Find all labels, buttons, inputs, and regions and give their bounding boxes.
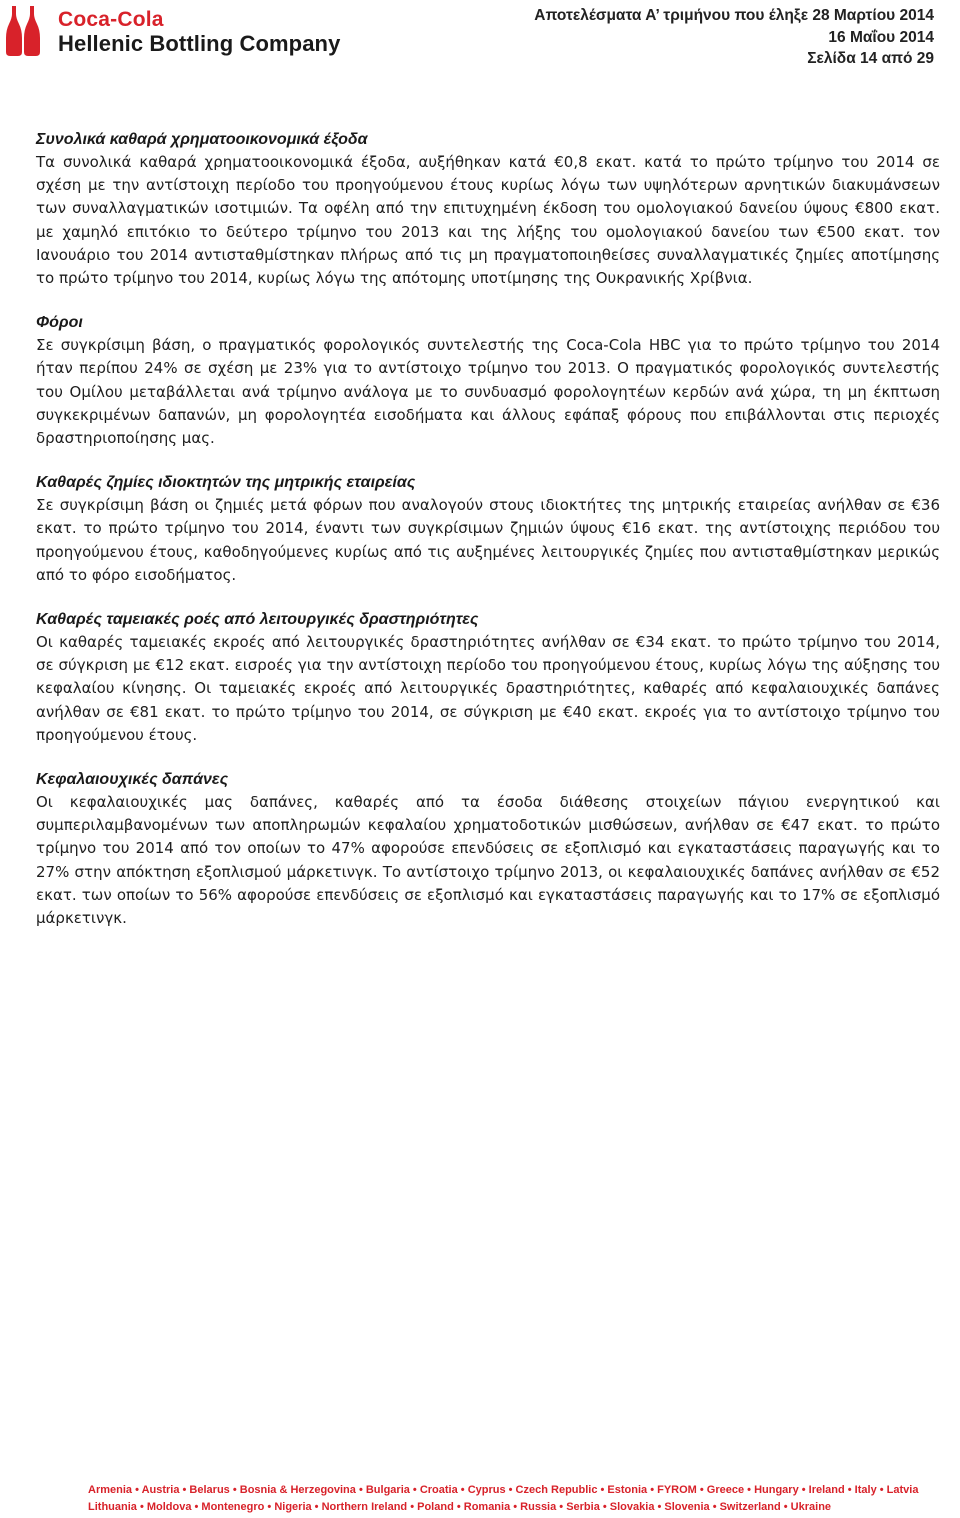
brand-name-line2: Hellenic Bottling Company [58,31,341,56]
section-title: Φόροι [36,314,83,332]
brand-name-line1: Coca-Cola [58,8,164,31]
section-title: Καθαρές ζημίες ιδιοκτητών της μητρικής εταιρείας [36,474,416,492]
section-paragraph: Οι καθαρές ταμειακές εκροές από λειτουργικές δραστηριότητες ανήλθαν σε €34 εκατ. το πρώτο τρίμηνο του 2014, σε σύγκριση με €12 εκατ. εισροές για την αντίστοιχη περίοδο του προηγούμενου έτους, κυρίως λόγω της αύξησης του κεφαλαίου κίνησης. Οι ταμειακές εκροές από λειτουργικές δραστηριότητες, καθαρές από κεφαλαιουχικές δαπάνες ανήλθαν σε €81 εκατ. το πρώτο τρίμηνο του 2014, σε σύγκριση με €40 εκατ. εκροές για το αντίστοιχο τρίμηνο του προηγούμενου έτους. [36,633,940,744]
page-footer [88,1482,960,1516]
section-operating-cash-flow [36,608,940,747]
section-title: Καθαρές ταμειακές ροές από λειτουργικές δραστηριότητες [36,611,479,629]
section-net-finance-costs [36,128,940,290]
report-title: Αποτελέσματα Α’ τριμήνου που έληξε 28 Μαρτίου 2014 [534,7,934,24]
page-number: Σελίδα 14 από 29 [807,50,934,67]
section-capital-expenditure [36,768,940,930]
section-paragraph: Σε συγκρίσιμη βάση οι ζημιές μετά φόρων που αναλογούν στους ιδιοκτήτες της μητρικής εταιρείας ανήλθαν σε €36 εκατ. το πρώτο τρίμηνο του 2014, έναντι των συγκρίσιμων ζημιών ύψους €16 εκατ. της αντίστοιχης περιόδου του προηγούμενου έτους, καθοδηγούμενες κυρίως από τις αυξημένες λειτουργικές ζημίες που αντισταθμίστηκαν μερικώς από το φόρο εισοδήματος. [36,496,940,584]
report-date: 16 Μαΐου 2014 [828,28,934,46]
page-header [0,0,960,80]
footer-countries-line2: Lithuania • Moldova • Montenegro • Nigeria • Northern Ireland • Poland • Romania • Russia • Serbia • Slovakia • Slovenia • Switzerland • Ukraine [88,1501,832,1513]
section-title: Συνολικά καθαρά χρηματοοικονομικά έξοδα [36,131,368,148]
section-paragraph: Οι κεφαλαιουχικές μας δαπάνες, καθαρές από τα έσοδα διάθεσης στοιχείων πάγιου ενεργητικού και συμπεριλαμβανομένων των αποπληρωμών κεφαλαίου χρηματοδοτικών μισθώσεων, ανήλθαν σε €47 εκατ. το πρώτο τρίμηνο του 2014 από τον οποίων το 47% αφορούσε επενδύσεις σε εξοπλισμό και εγκαταστάσεις παραγωγής και το 27% στην απόκτηση εξοπλισμού μάρκετινγκ. Το αντίστοιχο τρίμηνο 2013, οι κεφαλαιουχικές δαπάνες ανήλθαν σε €52 εκατ. των οποίων το 56% αφορούσε επενδύσεις σε εξοπλισμό και εγκαταστάσεις παραγωγής και το 17% σε εξοπλισμό μάρκετινγκ. [36,793,940,928]
logo-text [58,8,340,56]
section-net-loss [36,471,940,587]
section-title: Κεφαλαιουχικές δαπάνες [36,771,229,789]
header-info [534,5,934,70]
section-paragraph: Τα συνολικά καθαρά χρηματοοικονομικά έξοδα, αυξήθηκαν κατά €0,8 εκατ. κατά το πρώτο τρίμηνο του 2014 σε σχέση με την αντίστοιχη περίοδο του προηγούμενου έτους κυρίως λόγω των υψηλότερων αρνητικών διακυμάνσεων των συναλλαγματικών ισοτιμιών. Τα οφέλη από την επιτυχημένη έκδοση του ομολογιακού δανείου ύψους €800 εκατ. με χαμηλό επιτόκιο το δεύτερο τρίμηνο του 2013 και της λήξης του ομολογιακού δανείου των €500 εκατ. τον Ιανουάριο του 2014 αντισταθμίστηκαν πλήρως από τις μη πραγματοποιηθείσες συναλλαγματικές ζημίες αποτίμησης το πρώτο τρίμηνο του 2014, κυρίως λόγω της απότομης υποτίμησης της Ουκρανικής Χρίβνια. [36,153,940,288]
section-taxes [36,311,940,450]
footer-countries-line1: Armenia • Austria • Belarus • Bosnia & Herzegovina • Bulgaria • Croatia • Cyprus • Czech Republic • Estonia • FYROM • Greece • Hungary • Ireland • Italy • Latvia [88,1484,919,1496]
bottle-icon [24,6,40,56]
document-body [36,128,940,951]
bottle-icon [6,6,22,56]
company-logo [6,4,346,60]
section-paragraph: Σε συγκρίσιμη βάση, ο πραγματικός φορολογικός συντελεστής της Coca-Cola HBC για το πρώτο τρίμηνο του 2014 ήταν περίπου 24% σε σχέση με 23% για το αντίστοιχο τρίμηνο του 2013. Ο πραγματικός φορολογικός συντελεστής του Ομίλου μεταβάλλεται ανά τρίμηνο ανάλογα με το συνδυασμό φορολογητέων κερδών ανά χώρα, τη μη έκπτωση συγκεκριμένων δαπανών, μη φορολογητέα εισοδήματα και άλλους εφάπαξ φόρους που επιβάλλονται στις περιοχές δραστηριοποίησης μας. [36,336,940,448]
